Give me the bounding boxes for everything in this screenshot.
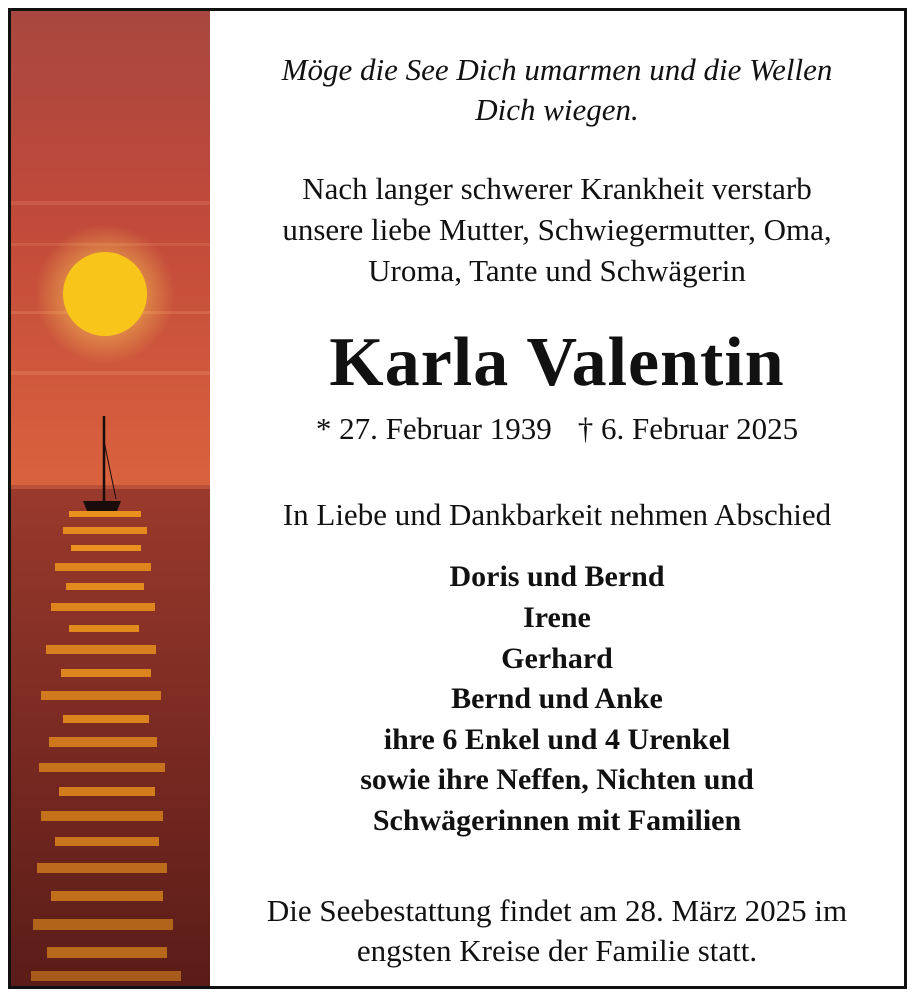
farewell-line: In Liebe und Dankbarkeit nehmen Abschied — [282, 497, 832, 532]
mourner-2: Irene — [523, 601, 591, 634]
intro-line-3: Uroma, Tante und Schwägerin — [368, 253, 746, 288]
intro-line-1: Nach langer schwerer Krankheit verstarb — [302, 171, 812, 206]
sunset-sailboat-photo — [11, 11, 210, 986]
obituary-notice — [8, 8, 907, 989]
death-date: † 6. Februar 2025 — [577, 411, 799, 446]
sea — [11, 487, 210, 986]
mourner-1: Doris und Bernd — [449, 560, 665, 593]
mourner-3: Gerhard — [501, 642, 613, 675]
motto-line-1: Möge die See Dich umarmen und die Wellen — [281, 52, 833, 87]
notice-text — [210, 11, 904, 986]
mourner-4: Bernd und Anke — [451, 682, 663, 715]
deceased-name: Karla Valentin — [329, 324, 785, 401]
horizon — [11, 485, 210, 489]
mourner-5: ihre 6 Enkel und 4 Urenkel — [383, 723, 731, 756]
mourner-7: Schwägerinnen mit Familien — [372, 804, 742, 837]
mourner-6: sowie ihre Neffen, Nichten und — [360, 763, 754, 796]
footer-line-1: Die Seebestattung findet am 28. März 2025 im — [266, 893, 848, 928]
footer-line-2: engsten Kreise der Familie statt. — [356, 933, 758, 968]
intro-line-2: unsere liebe Mutter, Schwiegermutter, Oma, — [282, 212, 832, 247]
birth-date: * 27. Februar 1939 — [315, 411, 552, 446]
sunset-image — [11, 11, 210, 986]
life-dates — [210, 410, 904, 448]
sun-icon — [63, 252, 147, 336]
motto-line-2: Dich wiegen. — [475, 92, 639, 127]
